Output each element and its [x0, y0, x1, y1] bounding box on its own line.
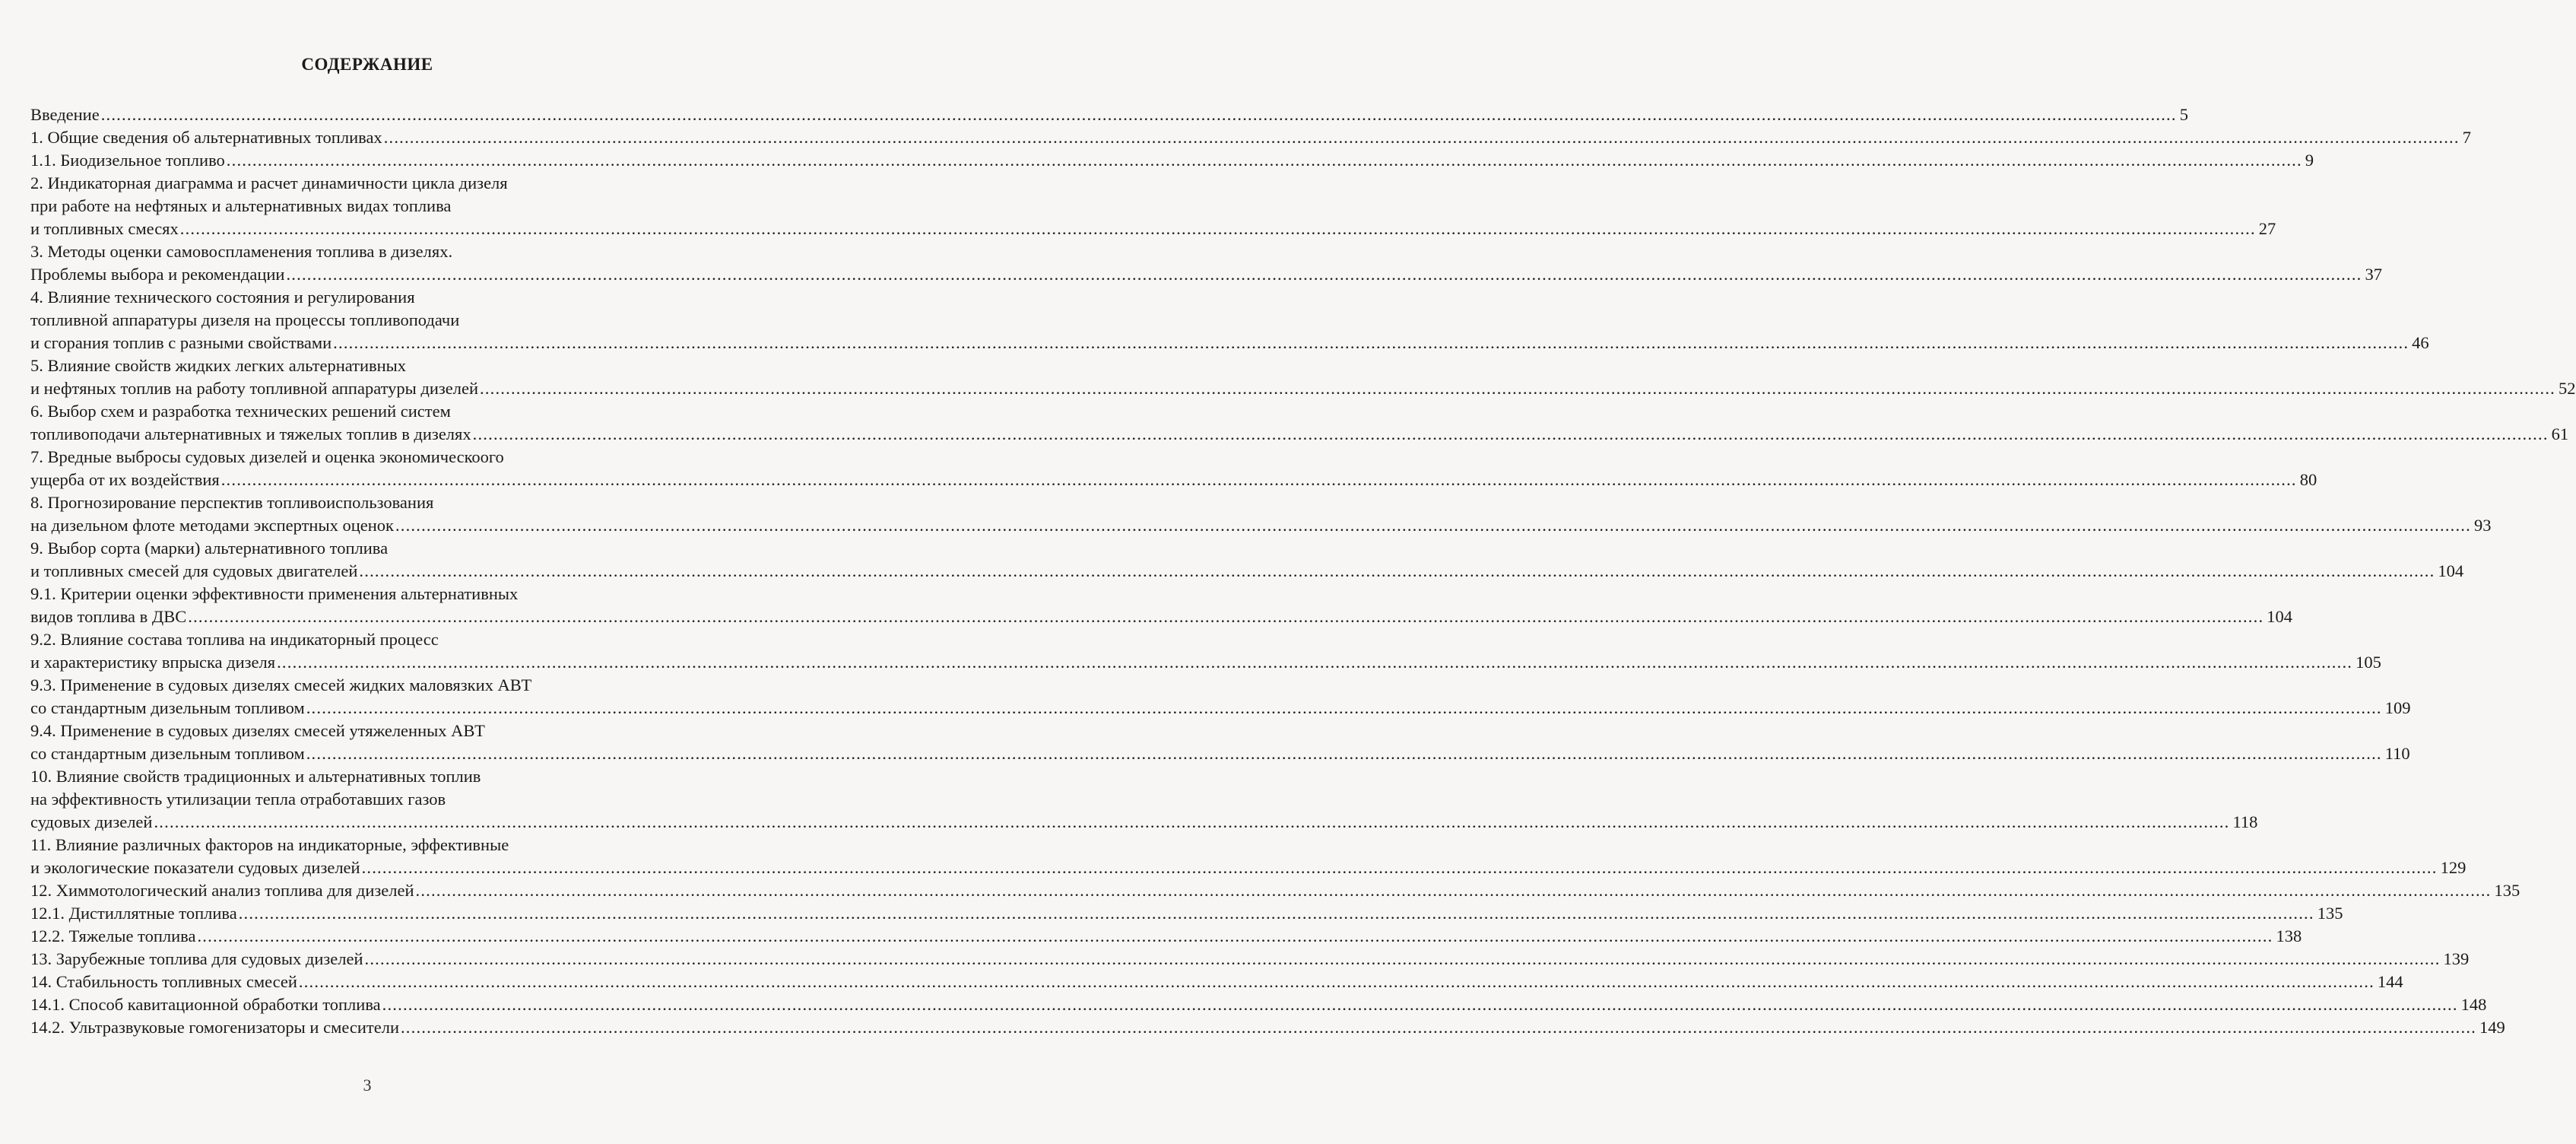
toc-page-number: 138	[2276, 926, 2302, 945]
toc-leader-dots: ................................................................................................................................................................................................................................................................................................................................................................................................................	[395, 516, 2471, 535]
toc-page-number: 109	[2384, 698, 2411, 717]
toc-leader-dots: ................................................................................................................................................................................................................................................................................................................................................................................................................	[415, 881, 2492, 900]
toc-entry	[30, 583, 2293, 628]
toc-entry-text: на дизельном флоте методами экспертных оценок	[30, 516, 394, 535]
toc-entry-line-with-page	[30, 469, 2317, 491]
toc-entry-text: при работе на нефтяных и альтернативных видах топлива	[30, 196, 452, 215]
toc-leader-dots: ................................................................................................................................................................................................................................................................................................................................................................................................................	[179, 219, 2256, 238]
toc-entry-text: 7. Вредные выбросы судовых дизелей и оценка экономическоого	[30, 447, 504, 466]
toc-page-number: 105	[2356, 653, 2381, 672]
toc-page-number: 110	[2384, 744, 2410, 763]
toc-entry-text: судовых дизелей	[30, 812, 153, 831]
toc-entry-text: 9.2. Влияние состава топлива на индикаторный процесс	[30, 630, 439, 649]
toc-entry	[30, 172, 2276, 240]
toc-title: СОДЕРЖАНИЕ	[301, 55, 433, 74]
toc-leader-dots: ................................................................................................................................................................................................................................................................................................................................................................................................................	[359, 561, 2435, 580]
toc-entry-text: топливоподачи альтернативных и тяжелых топлив в дизелях	[30, 424, 471, 443]
toc-entry-text: со стандартным дизельным топливом	[30, 744, 305, 763]
toc-page-number: 104	[2267, 607, 2293, 626]
toc-entry-line-with-page	[30, 651, 2381, 674]
toc-leader-dots: ................................................................................................................................................................................................................................................................................................................................................................................................................	[472, 424, 2549, 443]
toc-page-number: 61	[2551, 424, 2569, 443]
toc-page-number: 139	[2443, 949, 2470, 968]
toc-entry	[30, 674, 2411, 720]
toc-entry	[30, 948, 2470, 971]
toc-entry-text: 14. Стабильность топливных смесей	[30, 972, 297, 991]
toc-entry-line-with-page	[30, 742, 2410, 765]
toc-leader-dots: ................................................................................................................................................................................................................................................................................................................................................................................................................	[154, 812, 2230, 831]
toc-entry-text: 2. Индикаторная диаграмма и расчет динамичности цикла дизеля	[30, 173, 508, 192]
toc-leader-dots: ................................................................................................................................................................................................................................................................................................................................................................................................................	[286, 265, 2362, 284]
toc-entry-line-with-page	[30, 1016, 2505, 1039]
toc-leader-dots: ................................................................................................................................................................................................................................................................................................................................................................................................................	[188, 607, 2264, 626]
toc-entry-text: 14.1. Способ кавитационной обработки топлива	[30, 995, 381, 1014]
toc-page-number: 80	[2299, 470, 2317, 489]
toc-entry-line-with-page	[30, 149, 2314, 172]
toc-page-number: 144	[2377, 972, 2403, 991]
toc-entry-line-with-page	[30, 948, 2470, 971]
toc-entry-text: 1.1. Биодизельное топливо	[30, 151, 225, 170]
toc-entry-text: 3. Методы оценки самовоспламенения топлива в дизелях.	[30, 242, 453, 261]
toc-leader-dots: ................................................................................................................................................................................................................................................................................................................................................................................................................	[298, 972, 2375, 991]
toc-entry	[30, 354, 2576, 400]
toc-page-number: 104	[2438, 561, 2464, 580]
toc-entry-text: 4. Влияние технического состояния и регулирования	[30, 288, 415, 307]
toc-entry-line	[30, 628, 704, 651]
toc-entry-text: топливной аппаратуры дизеля на процессы топливоподачи	[30, 310, 460, 329]
toc-entry	[30, 446, 2317, 491]
toc-entry-line	[30, 354, 704, 377]
toc-entry-line-with-page	[30, 925, 2302, 948]
toc-entry	[30, 286, 2429, 354]
toc-leader-dots: ................................................................................................................................................................................................................................................................................................................................................................................................................	[277, 653, 2353, 672]
toc-page-number: 46	[2412, 333, 2429, 352]
toc-leader-dots: ................................................................................................................................................................................................................................................................................................................................................................................................................	[226, 151, 2302, 170]
toc-leader-dots: ................................................................................................................................................................................................................................................................................................................................................................................................................	[480, 379, 2555, 398]
toc-page-number: 5	[2179, 105, 2188, 124]
toc-entry	[30, 400, 2569, 446]
toc-entry-text: видов топлива в ДВС	[30, 607, 187, 626]
toc-leader-dots: ................................................................................................................................................................................................................................................................................................................................................................................................................	[197, 926, 2273, 945]
toc-entry	[30, 765, 2258, 834]
toc-entry	[30, 902, 2343, 925]
toc-entry	[30, 537, 2464, 583]
toc-entry-line-with-page	[30, 856, 2467, 879]
toc-entry-line-with-page	[30, 377, 2576, 400]
toc-entry-line-with-page	[30, 514, 2492, 537]
toc-page-number: 27	[2258, 219, 2276, 238]
toc-entry	[30, 240, 2382, 286]
toc-entry-text: Проблемы выбора и рекомендации	[30, 265, 285, 284]
toc-leader-dots: ................................................................................................................................................................................................................................................................................................................................................................................................................	[220, 470, 2297, 489]
toc-entry-text: 11. Влияние различных факторов на индикаторные, эффективные	[30, 835, 509, 854]
page-number: 3	[363, 1076, 372, 1095]
toc-leader-dots: ................................................................................................................................................................................................................................................................................................................................................................................................................	[364, 949, 2441, 968]
toc-entry-text: 12.2. Тяжелые топлива	[30, 926, 196, 945]
toc-entry	[30, 925, 2302, 948]
toc-entry	[30, 103, 2188, 126]
toc-entry-line-with-page	[30, 126, 2471, 149]
toc-entry	[30, 879, 2520, 902]
toc-entry-line	[30, 491, 704, 514]
toc-entry	[30, 971, 2403, 993]
toc-entry-text: со стандартным дизельным топливом	[30, 698, 305, 717]
toc-entry-line	[30, 788, 704, 811]
toc-entry-text: и нефтяных топлив на работу топливной аппаратуры дизелей	[30, 379, 478, 398]
toc-leader-dots: ................................................................................................................................................................................................................................................................................................................................................................................................................	[382, 995, 2458, 1014]
toc-entry	[30, 993, 2487, 1016]
toc-leader-dots: ................................................................................................................................................................................................................................................................................................................................................................................................................	[361, 858, 2438, 877]
toc-leader-dots: ................................................................................................................................................................................................................................................................................................................................................................................................................	[100, 105, 2177, 124]
toc-entry-text: 8. Прогнозирование перспектив топливоиспользования	[30, 493, 434, 512]
toc-entry-text: 9.4. Применение в судовых дизелях смесей утяжеленных АВТ	[30, 721, 485, 740]
toc-entry-text: 14.2. Ультразвуковые гомогенизаторы и смесители	[30, 1018, 399, 1037]
toc-entry-line-with-page	[30, 902, 2343, 925]
toc-entry-text: 10. Влияние свойств традиционных и альтернативных топлив	[30, 767, 481, 786]
toc-entry-line	[30, 286, 704, 309]
toc-entry-text: ущерба от их воздействия	[30, 470, 220, 489]
toc-page-number: 37	[2365, 265, 2382, 284]
toc-entry-text: 1. Общие сведения об альтернативных топливах	[30, 128, 382, 147]
toc-entry-text: 9.1. Критерии оценки эффективности применения альтернативных	[30, 584, 519, 603]
toc-entry-line-with-page	[30, 605, 2293, 628]
toc-entry-text: 5. Влияние свойств жидких легких альтернативных	[30, 356, 407, 375]
toc-entry	[30, 149, 2314, 172]
toc-entry-text: и сгорания топлив с разными свойствами	[30, 333, 332, 352]
toc-entry-line-with-page	[30, 993, 2487, 1016]
toc-entry	[30, 720, 2410, 765]
toc-entry-line	[30, 537, 704, 560]
toc-entry-line-with-page	[30, 811, 2258, 834]
toc-entry	[30, 491, 2492, 537]
toc-page-number: 52	[2559, 379, 2576, 398]
toc-page-number: 135	[2317, 904, 2343, 923]
toc-entry-text: на эффективность утилизации тепла отработавших газов	[30, 790, 446, 809]
toc-entry-line	[30, 674, 704, 697]
toc-page-number: 149	[2479, 1018, 2505, 1037]
toc-leader-dots: ................................................................................................................................................................................................................................................................................................................................................................................................................	[306, 744, 2382, 763]
toc-entry	[30, 1016, 2505, 1039]
toc-entry-line	[30, 446, 704, 469]
toc-entry-text: 12. Химмотологический анализ топлива для дизелей	[30, 881, 414, 900]
toc-entry-text: и топливных смесях	[30, 219, 179, 238]
toc-page-number: 148	[2460, 995, 2487, 1014]
toc-entry-line-with-page	[30, 263, 2382, 286]
toc-page-number: 118	[2232, 812, 2258, 831]
toc-entry	[30, 628, 2381, 674]
toc-entry-text: 9. Выбор сорта (марки) альтернативного топлива	[30, 539, 389, 558]
toc-entry-line	[30, 765, 704, 788]
toc-entry-line-with-page	[30, 971, 2403, 993]
toc-entry-line-with-page	[30, 103, 2188, 126]
toc-entry-line-with-page	[30, 879, 2520, 902]
toc-entry-text: Введение	[30, 105, 100, 124]
toc-entry	[30, 834, 2467, 879]
table-of-contents	[30, 103, 2576, 1039]
toc-entry-text: 13. Зарубежные топлива для судовых дизелей	[30, 949, 363, 968]
toc-entry-line-with-page	[30, 560, 2464, 583]
toc-entry-line	[30, 583, 704, 605]
toc-page-number: 7	[2462, 128, 2471, 147]
toc-entry-text: 12.1. Дистиллятные топлива	[30, 904, 237, 923]
toc-entry-text: 9.3. Применение в судовых дизелях смесей жидких маловязких АВТ	[30, 675, 532, 694]
toc-page-number: 135	[2494, 881, 2520, 900]
toc-entry-text: и характеристику впрыска дизеля	[30, 653, 276, 672]
toc-entry-line	[30, 172, 704, 195]
toc-entry-text: и экологические показатели судовых дизелей	[30, 858, 360, 877]
toc-entry-line	[30, 720, 704, 742]
toc-entry-text: 6. Выбор схем и разработка технических решений систем	[30, 402, 451, 421]
toc-entry-line	[30, 195, 704, 218]
toc-entry	[30, 126, 2471, 149]
toc-entry-line-with-page	[30, 218, 2276, 240]
toc-entry-text: и топливных смесей для судовых двигателей	[30, 561, 358, 580]
toc-leader-dots: ................................................................................................................................................................................................................................................................................................................................................................................................................	[238, 904, 2314, 923]
toc-page-number: 9	[2305, 151, 2314, 170]
toc-entry-line	[30, 834, 704, 856]
toc-leader-dots: ................................................................................................................................................................................................................................................................................................................................................................................................................	[383, 128, 2460, 147]
toc-page-number: 129	[2440, 858, 2467, 877]
toc-entry-line	[30, 309, 704, 332]
document-page	[30, 0, 2576, 1144]
toc-entry-line-with-page	[30, 697, 2411, 720]
toc-leader-dots: ................................................................................................................................................................................................................................................................................................................................................................................................................	[306, 698, 2382, 717]
toc-entry-line	[30, 400, 704, 423]
toc-page-number: 93	[2473, 516, 2492, 535]
toc-entry-line	[30, 240, 704, 263]
toc-entry-line-with-page	[30, 332, 2429, 354]
toc-leader-dots: ................................................................................................................................................................................................................................................................................................................................................................................................................	[333, 333, 2409, 352]
toc-entry-line-with-page	[30, 423, 2569, 446]
toc-leader-dots: ................................................................................................................................................................................................................................................................................................................................................................................................................	[400, 1018, 2476, 1037]
